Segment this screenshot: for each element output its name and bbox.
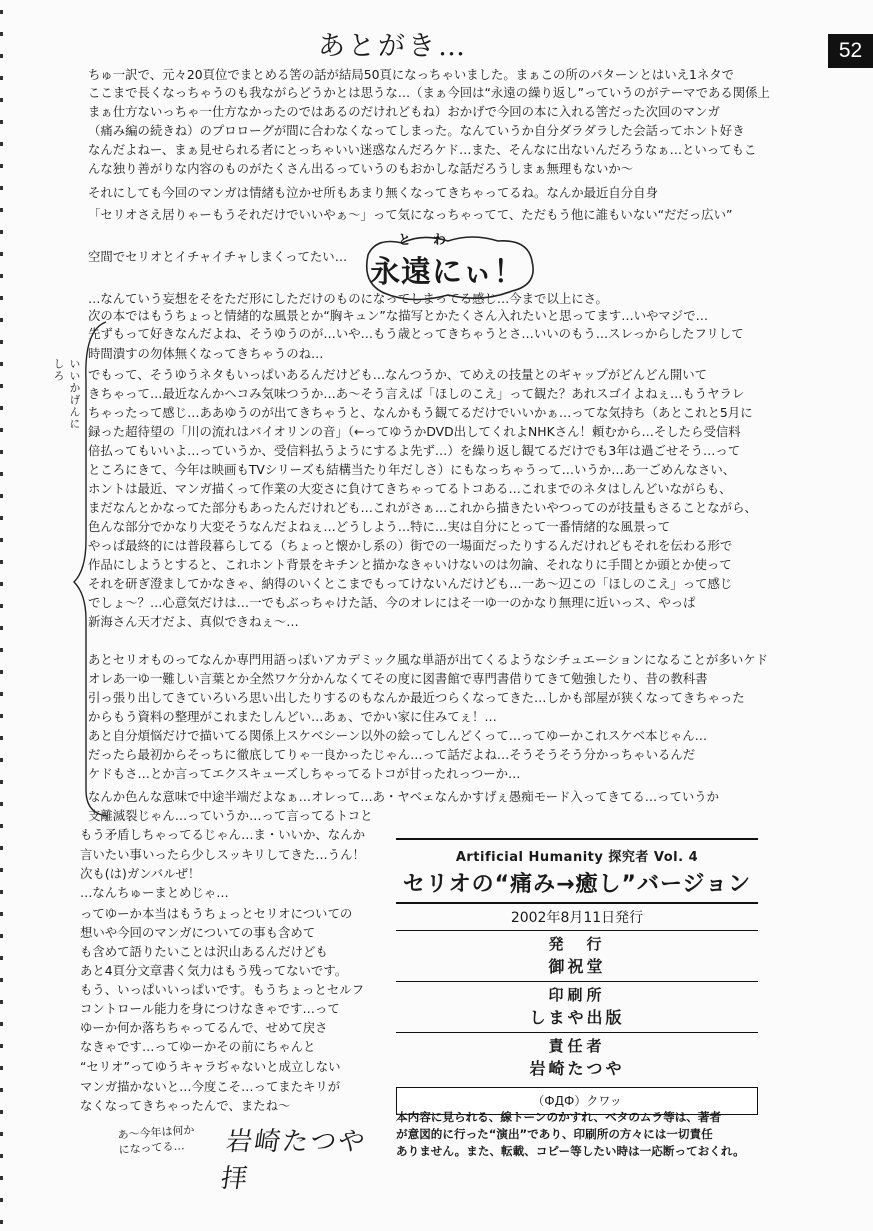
body-line: きちゃって…最近なんかヘコみ気味つうか…あ～そう言えば「ほしのこえ」って観た？あれスゴイよねぇ…もうヤラレ (88, 386, 745, 401)
printer-name: しまや出版 (529, 1008, 625, 1027)
publisher-label: 発 行 (548, 935, 606, 953)
body-line: んな独り善がりな内容のものがたくさん出るっていうのもおかしな話だろうしまぁ無理もないか～ (88, 161, 634, 176)
body-line: あと自分煩悩だけで描いてる関係上スケベシーン以外の絵ってしんどくって…ってゆーかこれスケベ本じゃん… (88, 728, 708, 743)
body-line: 言いたい事いったら少しスッキリしてきた…うん！ (80, 847, 365, 862)
binding-hole (0, 626, 3, 630)
binding-hole (0, 274, 3, 278)
binding-hole (0, 252, 3, 256)
binding-hole (0, 1176, 3, 1180)
body-line: “セリオ”ってゆうキャラぢゃないと成立しない (80, 1059, 341, 1074)
body-line: もう、いっぱいいっぱいです。もうちょっとセルフ (80, 982, 364, 997)
body-line: それにしても今回のマンガは情緒も泣かせ所もあまり無くなってきちゃってるね。なんか最近自分自身 (88, 185, 658, 200)
body-line: なんか色んな意味で中途半端だよなぁ…オレって…あ・ヤベェなんかすげぇ愚痴モード入ってきてる…っていうか (88, 789, 720, 804)
binding-hole (0, 428, 3, 432)
body-line: ゆーか何か落ちちゃってるんで、せめて戻さ (80, 1020, 328, 1035)
body-line: 次も(は)ガンバルぜ！ (80, 866, 201, 881)
disclaimer-line: が意図的に行った“演出”であり、印刷所の方々には一切責任 (396, 1127, 713, 1141)
body-line: だったら最初からそっちに徹底してりゃ一良かったじゃん…って話だよね…そうそうそう分かっちゃいるんだ (88, 747, 696, 762)
binding-hole (0, 406, 3, 410)
body-line: 次の本ではもうちょっと情緒的な風景とか“胸キュン”な描写とかたくさん入れたいと思ってます…いやマジで… (88, 308, 708, 323)
binding-hole (0, 1220, 3, 1224)
binding-hole (0, 648, 3, 652)
body-line: 時間潰すの勿体無くなってきちゃうのね… (88, 346, 324, 361)
binding-hole (0, 10, 3, 14)
editor-name: 岩崎たつや (529, 1059, 625, 1078)
body-line: でしょ～？…心意気だけは…一でもぶっちゃけた話、今のオレにはそ一ゆ一のかなり無理に近いっス、やっぱ (88, 595, 696, 610)
body-line: なんだよねー、まぁ見せられる者にとっちゃいい迷惑なんだろケド…また、そんなに出ないんだろうなぁ…といってもこ (88, 142, 757, 157)
printer-label: 印刷所 (548, 986, 606, 1004)
emphasis-callout (362, 233, 538, 303)
body-line: 倍払ってもいいよ…っていうか、受信料払うようにするよ先ず…）を繰り返し観てるだけでも3年は過ごせそう…って (88, 443, 741, 458)
disclaimer-line: ありません。また、転載、コピー等したい時は一応断っておくれ。 (396, 1144, 745, 1158)
body-line: 作品にしようとすると、これホント背景をキチンと描かなきゃいけないのは勿論、それなりに手間とか頭とか使って (88, 557, 732, 572)
signature-note (117, 1122, 196, 1157)
binding-hole (0, 956, 3, 960)
body-line: （痛み編の続きね）のプロローグが間に合わなくなってしまった。なんていうか自分ダラダラした会話ってホント好き (88, 123, 745, 138)
binding-hole (0, 384, 3, 388)
body-line: やっぱ最終的には普段暮らしてる（ちょっと懐かし系の）街での一場面だったりするんだけれどもそれを伝わる形で (88, 538, 733, 553)
disclaimer-line: 本内容に見られる、線トーンのかすれ、ベタのムラ等は、著者 (396, 1110, 722, 1124)
body-line: 引っ張り出してきていろいろ思い出したりするのもなんか最近つらくなってきた…しかも部屋が狭くなってきちゃった (88, 690, 745, 705)
body-line: オレあ一ゆ一難しい言葉とか全然ワケ分かんなくてその度に図書館で専門書借りてきて勉強したり、昔の教科書 (88, 671, 708, 686)
colophon-top-rule (396, 838, 758, 840)
binding-hole (0, 934, 3, 938)
body-line: ところにきて、今年は映画もTVシリーズも結構当たり年だしさ）にもなっちゃうって…いうか…あ一ごめんなさい、 (88, 462, 736, 477)
body-line: マンガ描かないと…今度こそ…ってまたキリが (80, 1079, 341, 1094)
colophon-divider (396, 981, 758, 982)
binding-hole (0, 846, 3, 850)
binding-hole (0, 582, 3, 586)
colophon-divider (396, 1032, 758, 1033)
binding-hole (0, 296, 3, 300)
body-line: も含めて語りたいことは沢山あるんだけども (80, 944, 328, 959)
binding-hole (0, 516, 3, 520)
binding-hole (0, 76, 3, 80)
binding-hole (0, 208, 3, 212)
binding-hole (0, 1044, 3, 1048)
body-line: ケドもさ…とか言ってエクスキューズしちゃってるトコが甘ったれっつーか… (88, 766, 521, 781)
binding-hole (0, 1066, 3, 1070)
binding-hole (0, 472, 3, 476)
body-line: なきゃです…ってゆーかその前にちゃんと (80, 1039, 316, 1054)
binding-hole (0, 802, 3, 806)
body-line: 想いや今回のマンガについての事も含めて (80, 925, 316, 940)
colophon-series: Artificial Humanity 探究者 Vol. 4 (455, 850, 699, 865)
publisher-name: 御祝堂 (548, 957, 606, 976)
body-line: でもって、そうゆうネタもいっぱいあるんだけども…なんつうか、てめえの技量とのギャップがどんどん開いて (88, 367, 708, 382)
binding-hole (0, 1088, 3, 1092)
signature-note-line: になってる… (118, 1139, 185, 1157)
binding-hole (0, 692, 3, 696)
page-number: 52 (828, 34, 873, 68)
binding-hole (0, 1000, 3, 1004)
binding-hole (0, 54, 3, 58)
body-line: コントロール能力を身につけなきゃです…って (80, 1001, 340, 1016)
editor-label: 責任者 (548, 1037, 606, 1055)
body-line: 空間でセリオとイチャイチャしまくってたい… (88, 249, 348, 264)
binding-hole (0, 736, 3, 740)
body-line: 録った超待望の「川の流れはバイオリンの音」（←ってゆうかDVD出してくれよNHKさん！頼むから…そしたら受信料 (88, 424, 741, 439)
body-line: まぁ仕方ないっちゃ一仕方なかったのではあるのだけれどもね）おかげで今回の本に入れる筈だった次回のマンガ (88, 104, 720, 119)
binding-hole (0, 1110, 3, 1114)
emphasis-text: 永遠にぃ！ (370, 255, 525, 290)
signature-note-line: あ～今年は何か (117, 1123, 195, 1142)
binding-hole (0, 142, 3, 146)
binding-hole (0, 978, 3, 982)
disclaimer (396, 1109, 762, 1160)
body-line: ちゅ一訳で、元々20頁位でまとめる筈の話が結局50頁になっちゃいました。まぁこの所のパターンとはいえ1ネタで (88, 67, 735, 82)
body-line: …なんていう妄想をそをただ形にしただけのものになってしまってる感じ…今まで以上にさ。 (88, 291, 608, 306)
binding-hole (0, 758, 3, 762)
binding-hole (0, 670, 3, 674)
page-title: あとがき… (318, 31, 468, 62)
binding-hole (0, 780, 3, 784)
colophon-rule (396, 902, 758, 904)
body-line: 新海さん天才だよ、真似できねぇ～… (88, 614, 299, 629)
binding-hole (0, 912, 3, 916)
binding-hole (0, 120, 3, 124)
body-line: 「セリオさえ居りゃーもうそれだけでいいやぁ～」って気になっちゃってて、ただもう他に誰もいない“だだっ広い” (88, 207, 733, 222)
body-line: 色んな部分でかなり大変そうなんだよねぇ…どうしよう…特に…実は自分にとって一番情緒的な風景って (88, 519, 671, 534)
binding-hole (0, 1154, 3, 1158)
body-line: ちゃったって感じ…ああゆうのが出てきちゃうと、なんかもう観てるだけでいいかぁ…ってな気持ち（あとこれと5月に (88, 405, 753, 420)
binding-hole (0, 538, 3, 542)
binding-hole (0, 1198, 3, 1202)
binding-hole (0, 340, 3, 344)
binding-hole (0, 230, 3, 234)
binding-hole (0, 714, 3, 718)
signature-name: 岩崎たつや拝 (218, 1127, 369, 1194)
binding-hole (0, 186, 3, 190)
colophon-date: 2002年8月11日発行 (510, 910, 644, 926)
body-line: あと4頁分文章書く気力はもう残ってないです。 (80, 963, 348, 978)
margin-handwritten-note: いいかげんにしろ (52, 358, 81, 430)
body-line: まだなんとかなってた部分もあったんだけれども…これがさぁ…これから描きたいやつってのが技量もさることながら、 (88, 500, 757, 515)
binding-hole (0, 450, 3, 454)
body-line: あとセリオものってなんか専門用語っぽいアカデミック風な単語が出てくるようなシチュエーションになることが多いケド (88, 652, 768, 667)
body-line: なくなってきちゃったんで、またね～ (80, 1098, 291, 1113)
colophon-divider (396, 930, 758, 931)
binding-hole (0, 362, 3, 366)
binding-hole (0, 604, 3, 608)
binding-hole (0, 164, 3, 168)
binding-hole (0, 1022, 3, 1026)
body-line: それを研ぎ澄ましてかなきゃ、納得のいくとこまでもってけないんだけども…一あ～辺この「ほしのこえ」って感じ (88, 576, 733, 591)
emphasis-ruby: とわ (398, 233, 469, 248)
binding-holes (0, 0, 10, 1231)
body-line: 先ずもって好きなんだよね、そうゆうのが…いや…もう歳とってきちゃうとさ…いいのもう…スレっからしたフリして (88, 326, 744, 341)
binding-hole (0, 868, 3, 872)
body-line: ホントは最近、マンガ描くって作業の大変さに負けてきちゃってるトコある…これまでのネタはしんどいながらも、 (88, 481, 732, 496)
body-line: もう矛盾しちゃってるじゃん…ま・いいか、なんか (80, 827, 365, 842)
binding-hole (0, 890, 3, 894)
binding-hole (0, 98, 3, 102)
body-line: ここまで長くなっちゃうのも我ながらどうかとは思うな…（まぁ今回は“永遠の繰り返し”っていうのがテーマである関係上 (88, 85, 770, 100)
emoticon-box: （ФДФ）クワッ (396, 1087, 758, 1115)
binding-hole (0, 824, 3, 828)
author-signature (117, 1113, 388, 1194)
binding-hole (0, 32, 3, 36)
colophon-title: セリオの“痛み→癒し”バージョン (402, 872, 752, 897)
binding-hole (0, 494, 3, 498)
binding-hole (0, 318, 3, 322)
binding-hole (0, 560, 3, 564)
body-line: …なんちゅーまとめじゃ… (80, 885, 229, 900)
body-line: 支離滅裂じゃん…っていうか…って言ってるトコと (88, 808, 373, 823)
colophon (396, 838, 758, 1115)
binding-hole (0, 1132, 3, 1136)
body-line: からもう資料の整理がこれまたしんどい…あぁ、でかい家に住みてぇ！… (88, 709, 497, 724)
body-line: ってゆーか本当はもうちょっとセリオについての (80, 906, 353, 921)
